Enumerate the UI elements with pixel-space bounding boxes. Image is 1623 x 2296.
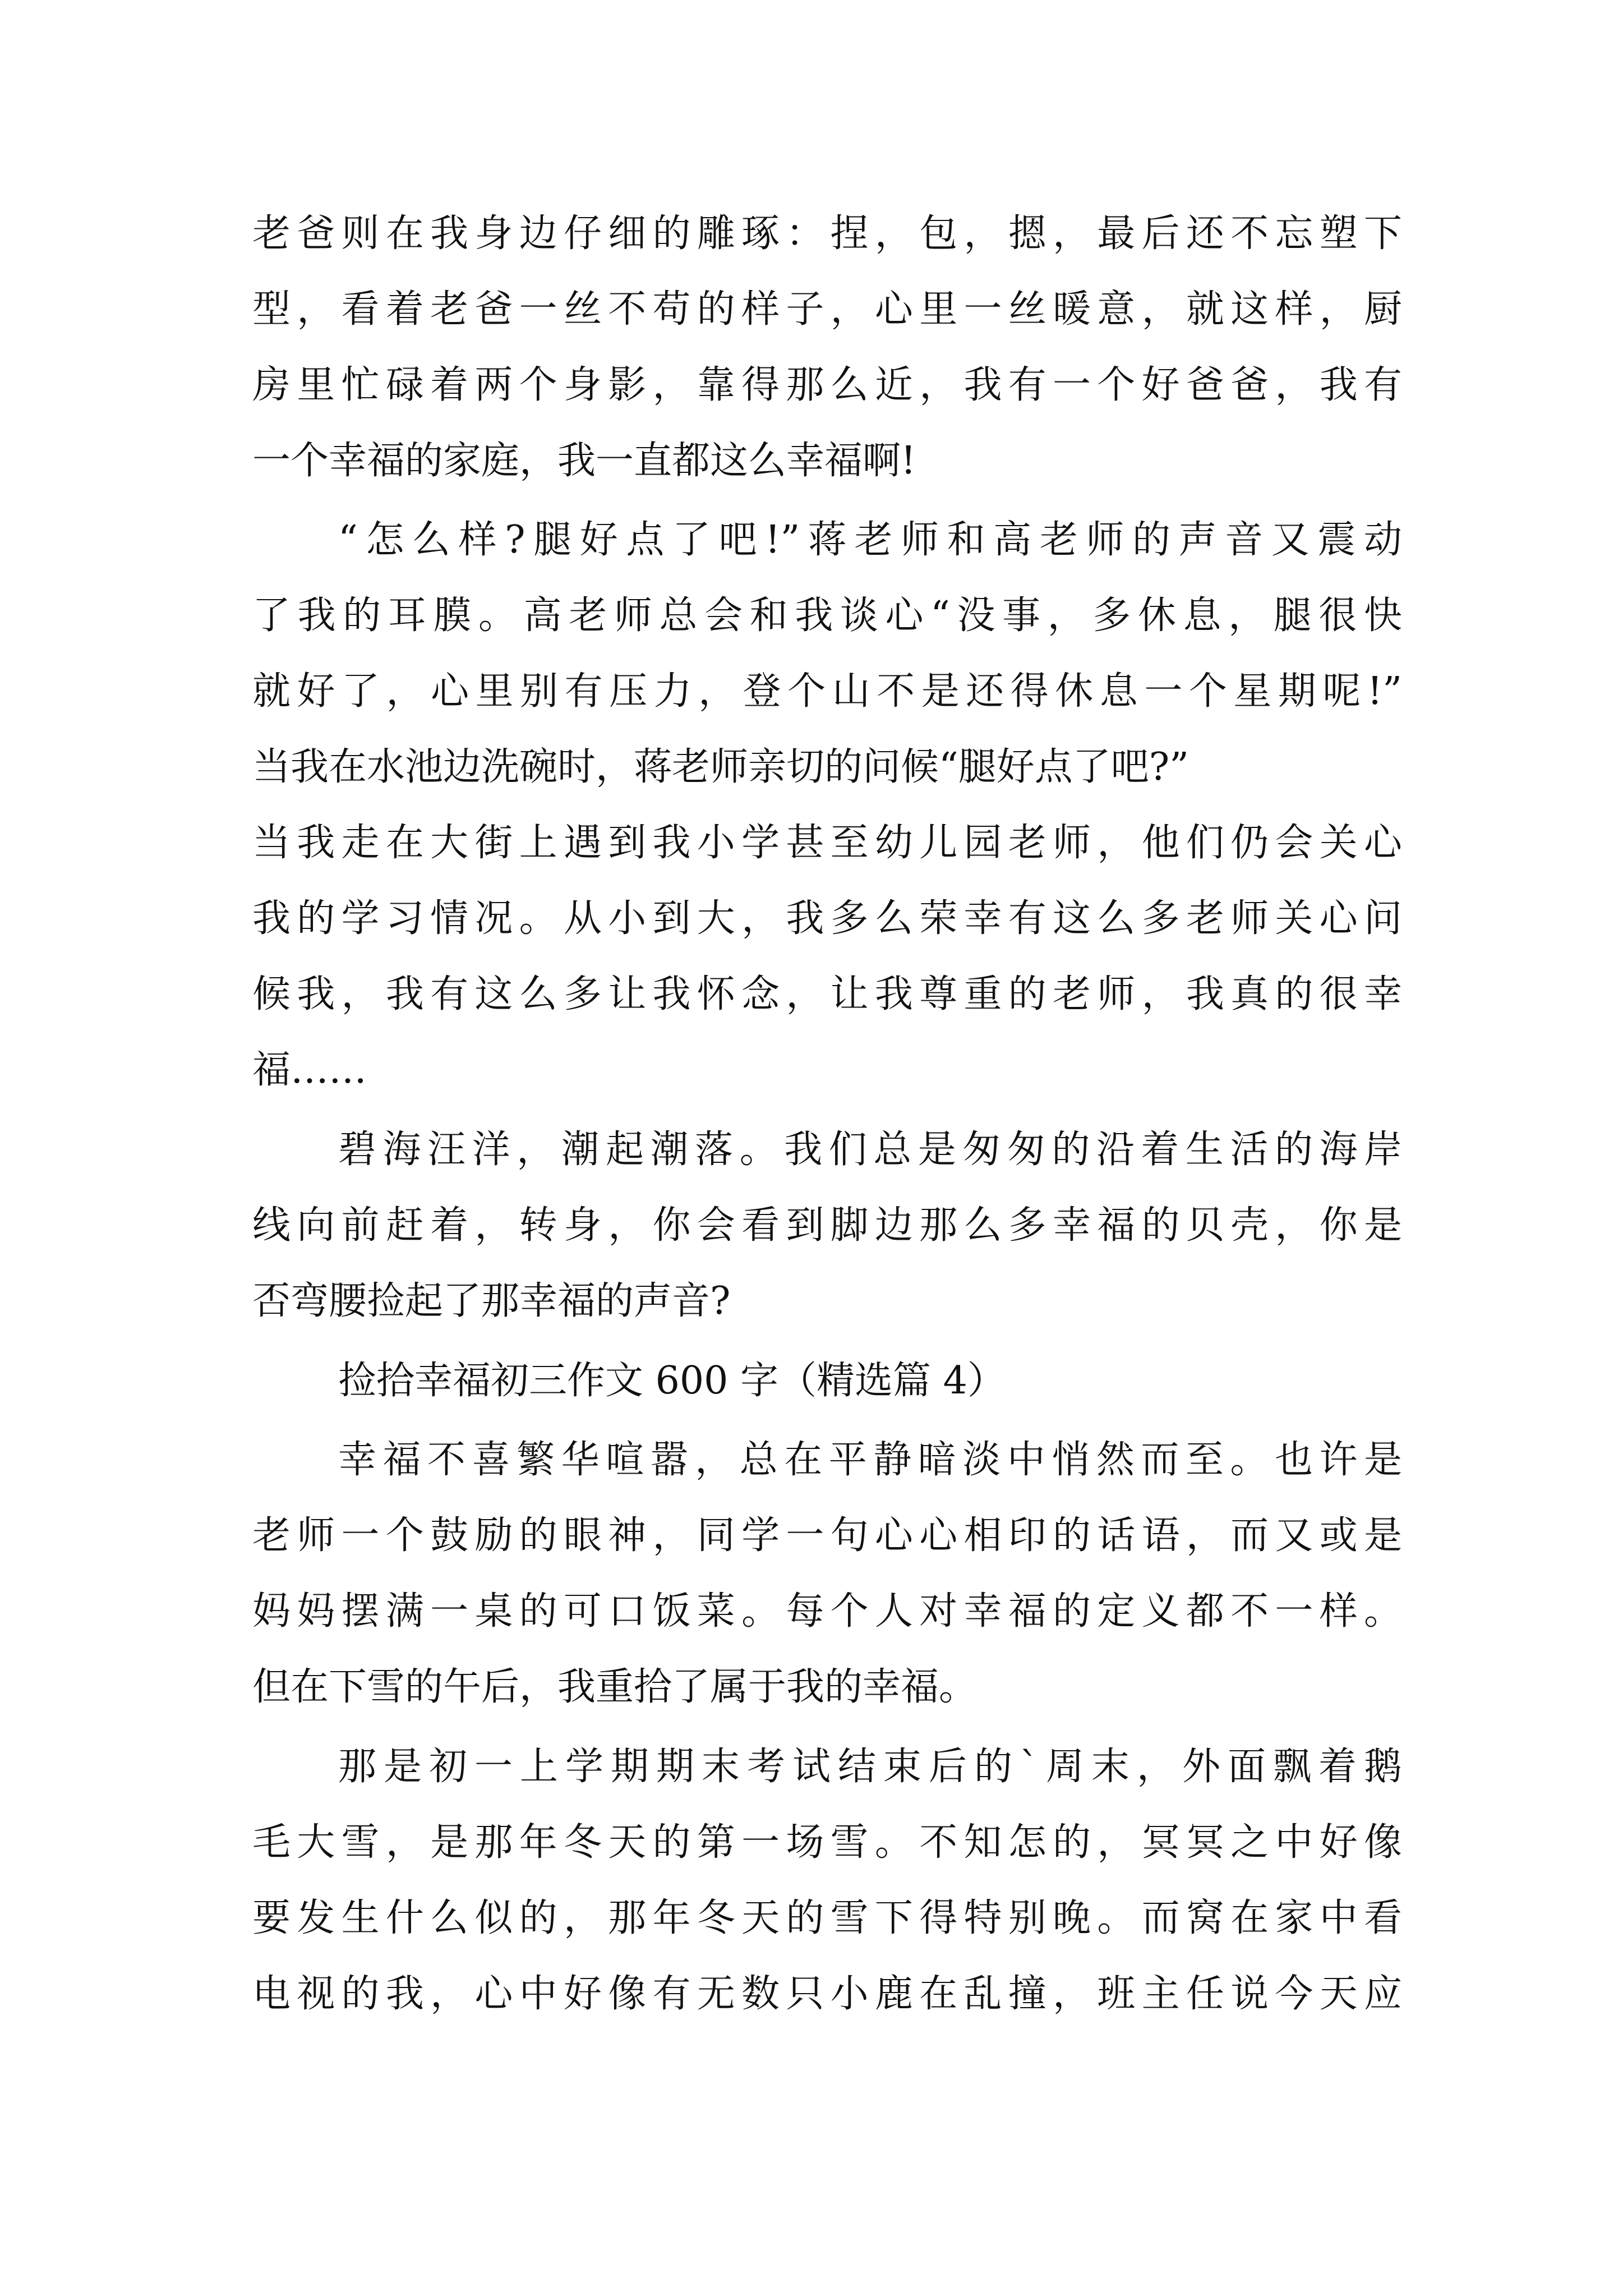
text-line-3: 房里忙碌着两个身影，靠得那么近，我有一个好爸爸，我有 <box>252 363 1402 407</box>
text-line-8: 当我在水池边洗碗时，蒋老师亲切的问候“腿好点了吧?” <box>252 745 1189 789</box>
text-line-15: 否弯腰捡起了那幸福的声音? <box>252 1279 731 1323</box>
text-line-9: 当我走在大街上遇到我小学甚至幼儿园老师，他们仍会关心 <box>252 821 1402 865</box>
text-line-19: 妈妈摆满一桌的可口饭菜。每个人对幸福的定义都不一样。 <box>252 1589 1402 1634</box>
text-line-12: 福…… <box>252 1048 367 1092</box>
text-line-23: 要发生什么似的，那年冬天的雪下得特别晚。而窝在家中看 <box>252 1896 1402 1940</box>
text-line-24: 电视的我，心中好像有无数只小鹿在乱撞，班主任说今天应 <box>252 1972 1402 2016</box>
text-line-1: 老爸则在我身边仔细的雕琢：捏，包，摁，最后还不忘塑下 <box>252 211 1402 256</box>
text-line-21: 那是初一上学期期末考试结束后的`周末，外面飘着鹅 <box>338 1745 1402 1789</box>
text-line-20: 但在下雪的午后，我重拾了属于我的幸福。 <box>252 1665 978 1709</box>
text-line-6: 了我的耳膜。高老师总会和我谈心“没事，多休息，腿很快 <box>252 593 1402 638</box>
text-line-11: 候我，我有这么多让我怀念，让我尊重的老师，我真的很幸 <box>252 972 1402 1016</box>
text-line-4: 一个幸福的家庭，我一直都这么幸福啊! <box>252 439 916 483</box>
text-line-22: 毛大雪，是那年冬天的第一场雪。不知怎的，冥冥之中好像 <box>252 1820 1402 1865</box>
text-line-7: 就好了，心里别有压力，登个山不是还得休息一个星期呢!” <box>252 669 1402 714</box>
text-line-2: 型，看着老爸一丝不苟的样子，心里一丝暖意，就这样，厨 <box>252 287 1402 332</box>
text-line-14: 线向前赶着，转身，你会看到脚边那么多幸福的贝壳，你是 <box>252 1203 1402 1248</box>
text-line-13: 碧海汪洋，潮起潮落。我们总是匆匆的沿着生活的海岸 <box>338 1128 1402 1172</box>
text-line-17: 幸福不喜繁华喧嚣，总在平静暗淡中悄然而至。也许是 <box>338 1438 1402 1482</box>
section-heading: 捡拾幸福初三作文 600 字（精选篇 4） <box>338 1359 1006 1403</box>
text-line-10: 我的学习情况。从小到大，我多么荣幸有这么多老师关心问 <box>252 896 1402 941</box>
text-line-18: 老师一个鼓励的眼神，同学一句心心相印的话语，而又或是 <box>252 1513 1402 1558</box>
text-line-5: “怎么样?腿好点了吧!”蒋老师和高老师的声音又震动 <box>338 518 1402 562</box>
